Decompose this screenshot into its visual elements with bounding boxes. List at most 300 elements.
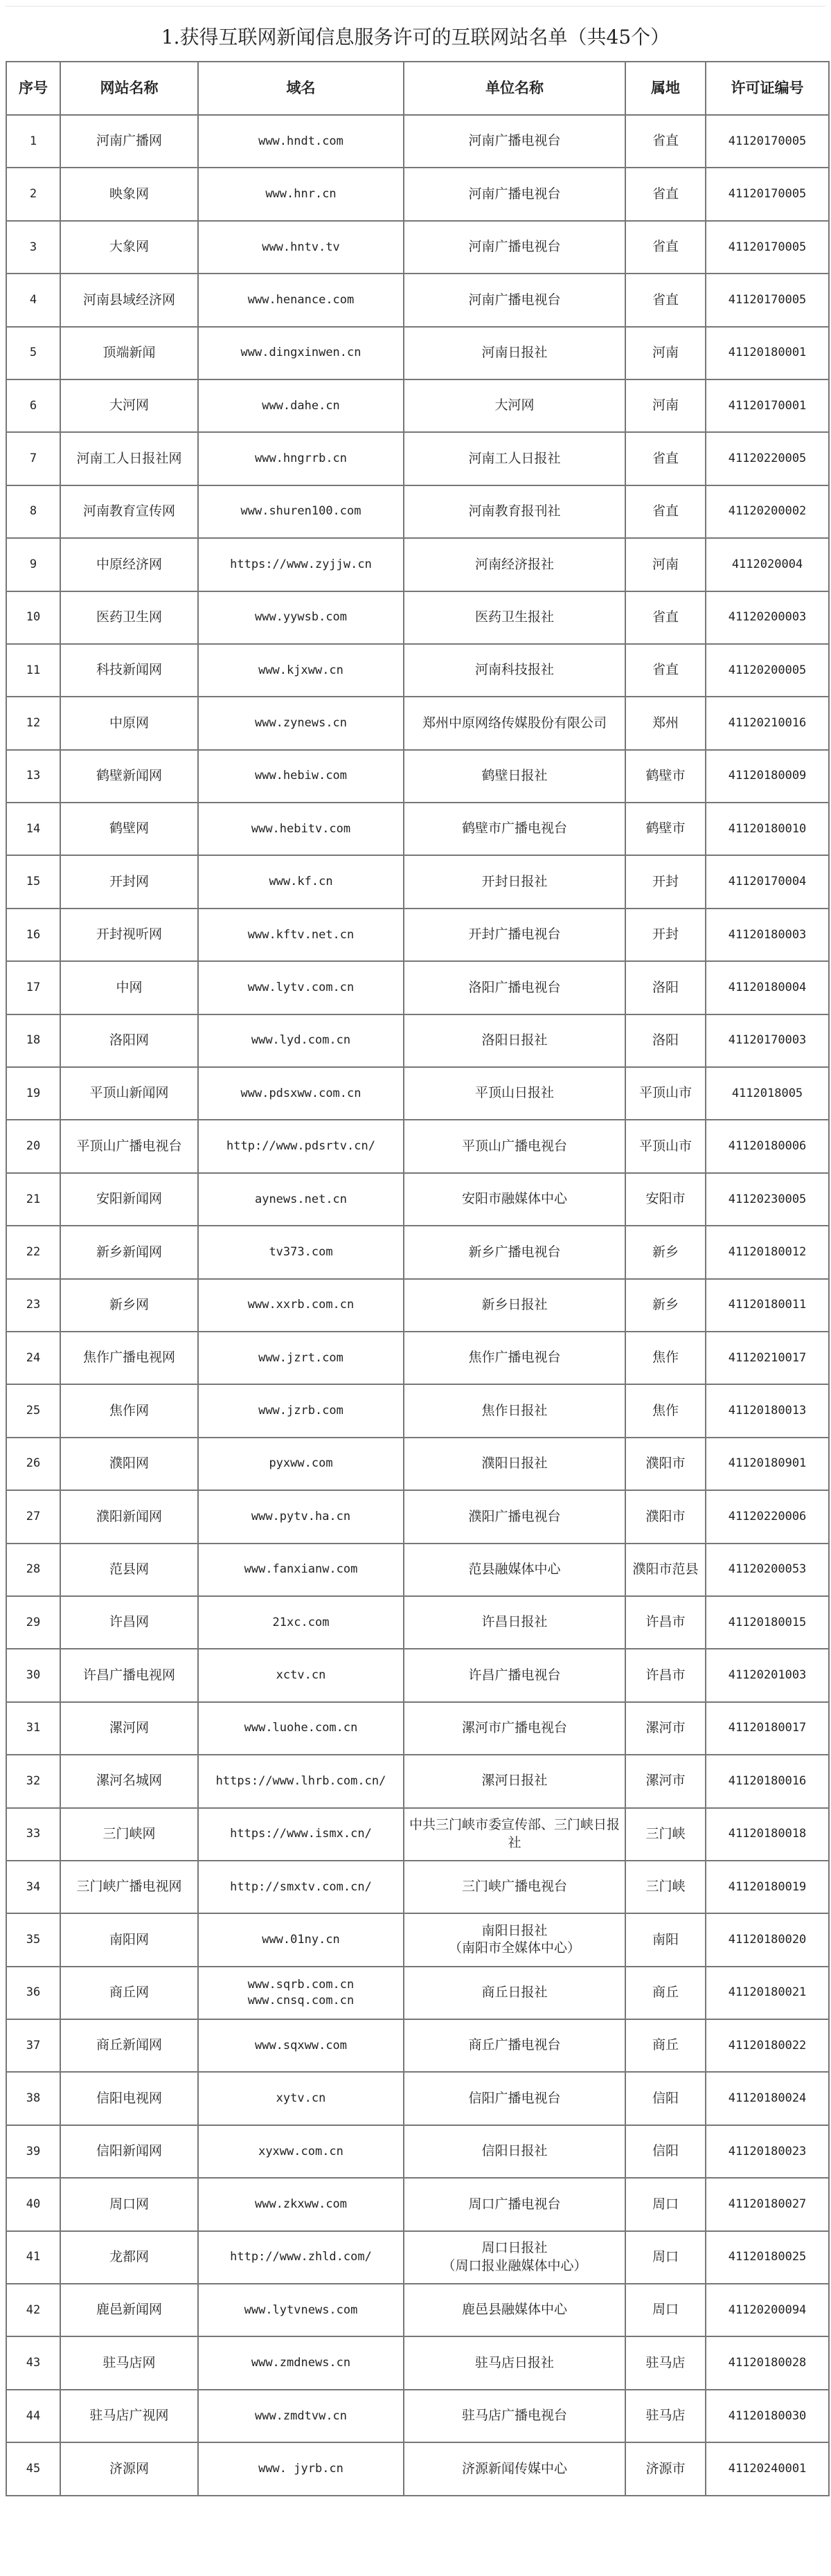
site-name: 中网 [60, 961, 198, 1014]
site-name: 南阳网 [60, 1913, 198, 1966]
site-name: 商丘新闻网 [60, 2019, 198, 2072]
site-name: 商丘网 [60, 1967, 198, 2019]
row-index: 4 [6, 274, 60, 326]
domain: www.pytv.ha.cn [198, 1490, 404, 1543]
license-number: 41120180018 [706, 1808, 829, 1861]
site-name: 信阳新闻网 [60, 2125, 198, 2178]
site-name: 漯河名城网 [60, 1755, 198, 1807]
license-number: 41120180010 [706, 803, 829, 855]
region: 开封 [625, 909, 706, 961]
domain: www.sqxww.com [198, 2019, 404, 2072]
table-row [6, 750, 829, 803]
row-index: 39 [6, 2125, 60, 2178]
site-name: 鹤壁网 [60, 803, 198, 855]
domain: tv373.com [198, 1226, 404, 1278]
site-name: 许昌网 [60, 1596, 198, 1649]
row-index: 23 [6, 1279, 60, 1332]
top-divider [6, 6, 825, 7]
row-index: 37 [6, 2019, 60, 2072]
region: 驻马店 [625, 2390, 706, 2442]
organization: 鹤壁日报社 [404, 750, 625, 803]
table-row [6, 803, 829, 855]
organization: 郑州中原网络传媒股份有限公司 [404, 697, 625, 749]
license-number: 41120170004 [706, 855, 829, 908]
table-row [6, 379, 829, 432]
table-row [6, 1596, 829, 1649]
license-number: 41120170005 [706, 115, 829, 168]
row-index: 40 [6, 2178, 60, 2230]
organization: 医药卫生报社 [404, 591, 625, 644]
row-index: 6 [6, 379, 60, 432]
region: 开封 [625, 855, 706, 908]
domain: www.zmdtvw.cn [198, 2390, 404, 2442]
domain: www.yywsb.com [198, 591, 404, 644]
license-number: 41120180020 [706, 1913, 829, 1966]
domain: www.kjxww.cn [198, 644, 404, 697]
table-row [6, 2442, 829, 2495]
domain: pyxww.com [198, 1438, 404, 1490]
table-row [6, 909, 829, 961]
header-organization: 单位名称 [404, 62, 625, 115]
site-name: 范县网 [60, 1544, 198, 1596]
domain: www.henance.com [198, 274, 404, 326]
license-number: 41120180012 [706, 1226, 829, 1278]
organization: 漯河日报社 [404, 1755, 625, 1807]
domain: www.zkxww.com [198, 2178, 404, 2230]
domain: www.01ny.cn [198, 1913, 404, 1966]
domain: https://www.zyjjw.cn [198, 538, 404, 591]
table-row [6, 327, 829, 379]
row-index: 15 [6, 855, 60, 908]
region: 漯河市 [625, 1755, 706, 1807]
license-number: 41120180901 [706, 1438, 829, 1490]
table-row [6, 432, 829, 485]
site-name: 开封网 [60, 855, 198, 908]
region: 许昌市 [625, 1596, 706, 1649]
site-name: 三门峡网 [60, 1808, 198, 1861]
organization: 洛阳日报社 [404, 1014, 625, 1067]
region: 鹤壁市 [625, 750, 706, 803]
row-index: 41 [6, 2231, 60, 2284]
domain: xyxww.com.cn [198, 2125, 404, 2178]
license-number: 4112018005 [706, 1067, 829, 1120]
row-index: 10 [6, 591, 60, 644]
organization: 河南广播电视台 [404, 115, 625, 168]
region: 漯河市 [625, 1702, 706, 1755]
site-name: 新乡新闻网 [60, 1226, 198, 1278]
region: 洛阳 [625, 1014, 706, 1067]
header-site-name: 网站名称 [60, 62, 198, 115]
row-index: 42 [6, 2284, 60, 2336]
region: 省直 [625, 168, 706, 220]
site-name: 漯河网 [60, 1702, 198, 1755]
domain: www.hngrrb.cn [198, 432, 404, 485]
region: 省直 [625, 591, 706, 644]
site-name: 焦作网 [60, 1384, 198, 1437]
organization: 三门峡广播电视台 [404, 1861, 625, 1913]
table-row [6, 2336, 829, 2389]
organization: 许昌广播电视台 [404, 1649, 625, 1701]
website-license-table [6, 61, 830, 2496]
region: 省直 [625, 115, 706, 168]
table-row [6, 1544, 829, 1596]
license-number: 41120170005 [706, 274, 829, 326]
organization: 安阳市融媒体中心 [404, 1173, 625, 1226]
organization: 河南日报社 [404, 327, 625, 379]
organization: 济源新闻传媒中心 [404, 2442, 625, 2495]
table-row [6, 1755, 829, 1807]
domain: www.hebiw.com [198, 750, 404, 803]
row-index: 34 [6, 1861, 60, 1913]
row-index: 17 [6, 961, 60, 1014]
table-row [6, 1861, 829, 1913]
organization: 驻马店广播电视台 [404, 2390, 625, 2442]
table-row [6, 168, 829, 220]
region: 平顶山市 [625, 1120, 706, 1172]
table-row [6, 1438, 829, 1490]
organization: 河南广播电视台 [404, 221, 625, 274]
domain: www.xxrb.com.cn [198, 1279, 404, 1332]
license-number: 41120170001 [706, 379, 829, 432]
license-number: 41120180022 [706, 2019, 829, 2072]
license-number: 41120201003 [706, 1649, 829, 1701]
organization: 商丘日报社 [404, 1967, 625, 2019]
row-index: 25 [6, 1384, 60, 1437]
region: 新乡 [625, 1226, 706, 1278]
row-index: 32 [6, 1755, 60, 1807]
license-number: 41120180019 [706, 1861, 829, 1913]
row-index: 29 [6, 1596, 60, 1649]
row-index: 43 [6, 2336, 60, 2389]
organization: 大河网 [404, 379, 625, 432]
domain: www.kf.cn [198, 855, 404, 908]
region: 省直 [625, 274, 706, 326]
table-row [6, 1913, 829, 1966]
license-number: 41120240001 [706, 2442, 829, 2495]
license-number: 4112020004 [706, 538, 829, 591]
site-name: 驻马店广视网 [60, 2390, 198, 2442]
table-row [6, 2284, 829, 2336]
row-index: 18 [6, 1014, 60, 1067]
row-index: 20 [6, 1120, 60, 1172]
row-index: 24 [6, 1332, 60, 1384]
region: 焦作 [625, 1384, 706, 1437]
site-name: 开封视听网 [60, 909, 198, 961]
table-row [6, 1649, 829, 1701]
organization: 许昌日报社 [404, 1596, 625, 1649]
license-number: 41120180015 [706, 1596, 829, 1649]
site-name: 周口网 [60, 2178, 198, 2230]
row-index: 31 [6, 1702, 60, 1755]
site-name: 鹤壁新闻网 [60, 750, 198, 803]
domain: www.kftv.net.cn [198, 909, 404, 961]
domain: www.fanxianw.com [198, 1544, 404, 1596]
domain: 21xc.com [198, 1596, 404, 1649]
domain: www.lytvnews.com [198, 2284, 404, 2336]
region: 周口 [625, 2178, 706, 2230]
region: 周口 [625, 2284, 706, 2336]
region: 省直 [625, 432, 706, 485]
organization: 开封日报社 [404, 855, 625, 908]
table-row [6, 2390, 829, 2442]
row-index: 30 [6, 1649, 60, 1701]
region: 郑州 [625, 697, 706, 749]
row-index: 11 [6, 644, 60, 697]
domain: www.jzrb.com [198, 1384, 404, 1437]
region: 省直 [625, 221, 706, 274]
table-row [6, 1490, 829, 1543]
site-name: 河南教育宣传网 [60, 485, 198, 538]
row-index: 3 [6, 221, 60, 274]
license-number: 41120180025 [706, 2231, 829, 2284]
site-name: 中原经济网 [60, 538, 198, 591]
region: 济源市 [625, 2442, 706, 2495]
license-number: 41120180030 [706, 2390, 829, 2442]
row-index: 19 [6, 1067, 60, 1120]
site-name: 焦作广播电视网 [60, 1332, 198, 1384]
site-name: 鹿邑新闻网 [60, 2284, 198, 2336]
table-row [6, 1967, 829, 2019]
region: 鹤壁市 [625, 803, 706, 855]
domain: www.lyd.com.cn [198, 1014, 404, 1067]
domain: https://www.lhrb.com.cn/ [198, 1755, 404, 1807]
site-name: 龙都网 [60, 2231, 198, 2284]
organization: 平顶山日报社 [404, 1067, 625, 1120]
domain: xytv.cn [198, 2072, 404, 2125]
row-index: 33 [6, 1808, 60, 1861]
site-name: 医药卫生网 [60, 591, 198, 644]
region: 焦作 [625, 1332, 706, 1384]
domain: www.dahe.cn [198, 379, 404, 432]
organization: 漯河市广播电视台 [404, 1702, 625, 1755]
site-name: 洛阳网 [60, 1014, 198, 1067]
license-number: 41120180009 [706, 750, 829, 803]
site-name: 科技新闻网 [60, 644, 198, 697]
region: 濮阳市 [625, 1490, 706, 1543]
table-row [6, 2231, 829, 2284]
row-index: 45 [6, 2442, 60, 2495]
site-name: 顶端新闻 [60, 327, 198, 379]
organization: 河南工人日报社 [404, 432, 625, 485]
region: 安阳市 [625, 1173, 706, 1226]
region: 河南 [625, 538, 706, 591]
organization: 河南广播电视台 [404, 274, 625, 326]
header-index: 序号 [6, 62, 60, 115]
site-name: 映象网 [60, 168, 198, 220]
domain: www. jyrb.cn [198, 2442, 404, 2495]
row-index: 2 [6, 168, 60, 220]
domain: xctv.cn [198, 1649, 404, 1701]
row-index: 26 [6, 1438, 60, 1490]
row-index: 44 [6, 2390, 60, 2442]
domain: www.lytv.com.cn [198, 961, 404, 1014]
table-row [6, 697, 829, 749]
domain: www.luohe.com.cn [198, 1702, 404, 1755]
license-number: 41120180006 [706, 1120, 829, 1172]
organization: 信阳广播电视台 [404, 2072, 625, 2125]
table-row [6, 1226, 829, 1278]
table-row [6, 1120, 829, 1172]
table-row [6, 2178, 829, 2230]
domain: www.zmdnews.cn [198, 2336, 404, 2389]
region: 省直 [625, 644, 706, 697]
row-index: 28 [6, 1544, 60, 1596]
row-index: 5 [6, 327, 60, 379]
license-number: 41120170003 [706, 1014, 829, 1067]
region: 平顶山市 [625, 1067, 706, 1120]
table-row [6, 274, 829, 326]
table-row [6, 1702, 829, 1755]
table-row [6, 855, 829, 908]
region: 河南 [625, 327, 706, 379]
table-row [6, 1067, 829, 1120]
row-index: 9 [6, 538, 60, 591]
row-index: 12 [6, 697, 60, 749]
organization: 鹿邑县融媒体中心 [404, 2284, 625, 2336]
domain: http://www.pdsrtv.cn/ [198, 1120, 404, 1172]
region: 信阳 [625, 2125, 706, 2178]
domain: www.jzrt.com [198, 1332, 404, 1384]
site-name: 濮阳新闻网 [60, 1490, 198, 1543]
site-name: 济源网 [60, 2442, 198, 2495]
table-row [6, 2019, 829, 2072]
license-number: 41120180013 [706, 1384, 829, 1437]
row-index: 1 [6, 115, 60, 168]
page-title: 1.获得互联网新闻信息服务许可的互联网站名单（共45个） [161, 26, 670, 48]
organization: 濮阳广播电视台 [404, 1490, 625, 1543]
license-number: 41120180017 [706, 1702, 829, 1755]
organization: 商丘广播电视台 [404, 2019, 625, 2072]
table-row [6, 1808, 829, 1861]
site-name: 濮阳网 [60, 1438, 198, 1490]
domain: www.shuren100.com [198, 485, 404, 538]
row-index: 27 [6, 1490, 60, 1543]
license-number: 41120170005 [706, 221, 829, 274]
site-name: 三门峡广播电视网 [60, 1861, 198, 1913]
table-body [6, 115, 829, 2496]
table-row [6, 485, 829, 538]
table-row [6, 2072, 829, 2125]
row-index: 22 [6, 1226, 60, 1278]
region: 省直 [625, 485, 706, 538]
site-name: 平顶山新闻网 [60, 1067, 198, 1120]
license-number: 41120220005 [706, 432, 829, 485]
organization: 河南广播电视台 [404, 168, 625, 220]
row-index: 14 [6, 803, 60, 855]
license-number: 41120180021 [706, 1967, 829, 2019]
region: 濮阳市范县 [625, 1544, 706, 1596]
table-row [6, 538, 829, 591]
region: 商丘 [625, 2019, 706, 2072]
organization: 河南经济报社 [404, 538, 625, 591]
license-number: 41120180027 [706, 2178, 829, 2230]
site-name: 大河网 [60, 379, 198, 432]
license-number: 41120200002 [706, 485, 829, 538]
table-row [6, 591, 829, 644]
region: 周口 [625, 2231, 706, 2284]
site-name: 河南工人日报社网 [60, 432, 198, 485]
row-index: 8 [6, 485, 60, 538]
license-number: 41120180003 [706, 909, 829, 961]
region: 驻马店 [625, 2336, 706, 2389]
license-number: 41120180024 [706, 2072, 829, 2125]
region: 商丘 [625, 1967, 706, 2019]
row-index: 38 [6, 2072, 60, 2125]
organization: 信阳日报社 [404, 2125, 625, 2178]
table-row [6, 2125, 829, 2178]
header-license-number: 许可证编号 [706, 62, 829, 115]
organization: 周口日报社 （周口报业融媒体中心） [404, 2231, 625, 2284]
domain: www.hndt.com [198, 115, 404, 168]
license-number: 41120180004 [706, 961, 829, 1014]
row-index: 13 [6, 750, 60, 803]
domain: www.sqrb.com.cn www.cnsq.com.cn [198, 1967, 404, 2019]
row-index: 7 [6, 432, 60, 485]
table-row [6, 644, 829, 697]
domain: www.hnr.cn [198, 168, 404, 220]
organization: 周口广播电视台 [404, 2178, 625, 2230]
region: 濮阳市 [625, 1438, 706, 1490]
license-number: 41120230005 [706, 1173, 829, 1226]
domain: aynews.net.cn [198, 1173, 404, 1226]
license-number: 41120170005 [706, 168, 829, 220]
site-name: 驻马店网 [60, 2336, 198, 2389]
region: 新乡 [625, 1279, 706, 1332]
site-name: 安阳新闻网 [60, 1173, 198, 1226]
row-index: 35 [6, 1913, 60, 1966]
site-name: 河南广播网 [60, 115, 198, 168]
organization: 范县融媒体中心 [404, 1544, 625, 1596]
license-number: 41120220006 [706, 1490, 829, 1543]
license-number: 41120200003 [706, 591, 829, 644]
domain: www.dingxinwen.cn [198, 327, 404, 379]
table-row [6, 1014, 829, 1067]
header-region: 属地 [625, 62, 706, 115]
organization: 开封广播电视台 [404, 909, 625, 961]
region: 信阳 [625, 2072, 706, 2125]
license-number: 41120200094 [706, 2284, 829, 2336]
license-number: 41120210016 [706, 697, 829, 749]
license-number: 41120210017 [706, 1332, 829, 1384]
site-name: 信阳电视网 [60, 2072, 198, 2125]
organization: 濮阳日报社 [404, 1438, 625, 1490]
organization: 南阳日报社 （南阳市全媒体中心） [404, 1913, 625, 1966]
license-number: 41120180016 [706, 1755, 829, 1807]
organization: 中共三门峡市委宣传部、三门峡日报社 [404, 1808, 625, 1861]
domain: https://www.ismx.cn/ [198, 1808, 404, 1861]
table-row [6, 1279, 829, 1332]
region: 洛阳 [625, 961, 706, 1014]
site-name: 大象网 [60, 221, 198, 274]
domain: http://smxtv.com.cn/ [198, 1861, 404, 1913]
table-header-row [6, 62, 829, 115]
row-index: 36 [6, 1967, 60, 2019]
domain: www.pdsxww.com.cn [198, 1067, 404, 1120]
region: 许昌市 [625, 1649, 706, 1701]
domain: www.zynews.cn [198, 697, 404, 749]
site-name: 新乡网 [60, 1279, 198, 1332]
license-number: 41120180011 [706, 1279, 829, 1332]
region: 三门峡 [625, 1861, 706, 1913]
table-row [6, 1332, 829, 1384]
table-row [6, 115, 829, 168]
region: 河南 [625, 379, 706, 432]
row-index: 16 [6, 909, 60, 961]
organization: 鹤壁市广播电视台 [404, 803, 625, 855]
organization: 河南科技报社 [404, 644, 625, 697]
organization: 河南教育报刊社 [404, 485, 625, 538]
license-number: 41120180023 [706, 2125, 829, 2178]
